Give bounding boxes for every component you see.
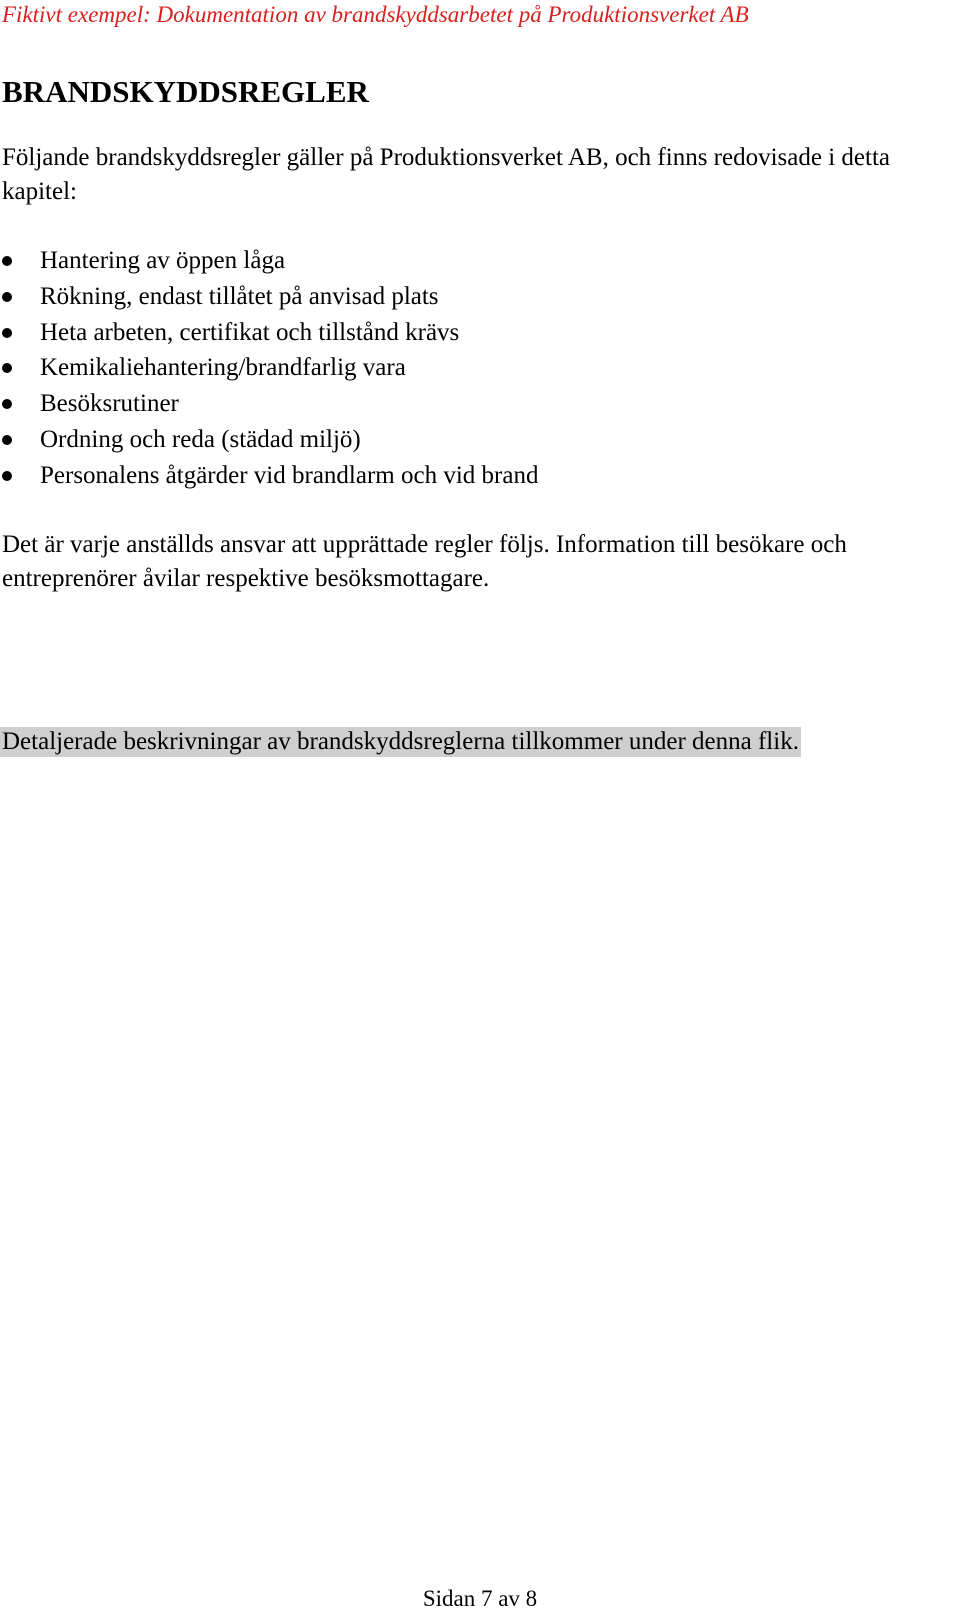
list-item [0,279,538,315]
rule-text: Hantering av öppen låga [40,247,286,274]
page-title: BRANDSKYDDSREGLER [2,74,369,109]
bullet-icon [2,292,12,302]
rules-list [0,243,538,494]
bullet-icon [2,256,12,266]
responsibility-paragraph: Det är varje anställds ansvar att upprättade regler följs. Information till besökare och entreprenörer åvilar respektive besöksmottagare. [2,531,847,592]
rule-text: Heta arbeten, certifikat och tillstånd krävs [40,318,460,346]
list-item [0,315,538,351]
list-item [0,422,538,458]
bullet-icon [2,471,12,481]
rule-text: Rökning, endast tillåtet på anvisad plats [40,282,439,310]
rule-text: Personalens åtgärder vid brandlarm och vid brand [40,461,539,489]
rule-text: Ordning och reda (städad miljö) [40,425,361,453]
bullet-icon [2,328,12,338]
bullet-icon [2,399,12,409]
list-item [0,458,538,494]
bullet-icon [2,435,12,445]
rule-text: Kemikaliehantering/brandfarlig vara [40,354,406,382]
page-number-footer: Sidan 7 av 8 [422,1586,538,1611]
list-item [0,386,538,422]
intro-paragraph: Följande brandskyddsregler gäller på Produktionsverket AB, och finns redovisade i detta kapitel: [2,144,890,205]
rule-text: Besöksrutiner [40,390,179,418]
highlighted-note: Detaljerade beskrivningar av brandskyddsreglerna tillkommer under denna flik. [2,728,799,755]
list-item [0,243,538,279]
bullet-icon [2,363,12,373]
document-header: Fiktivt exempel: Dokumentation av brandskyddsarbetet på Produktionsverket AB [2,2,749,27]
list-item [0,350,538,386]
